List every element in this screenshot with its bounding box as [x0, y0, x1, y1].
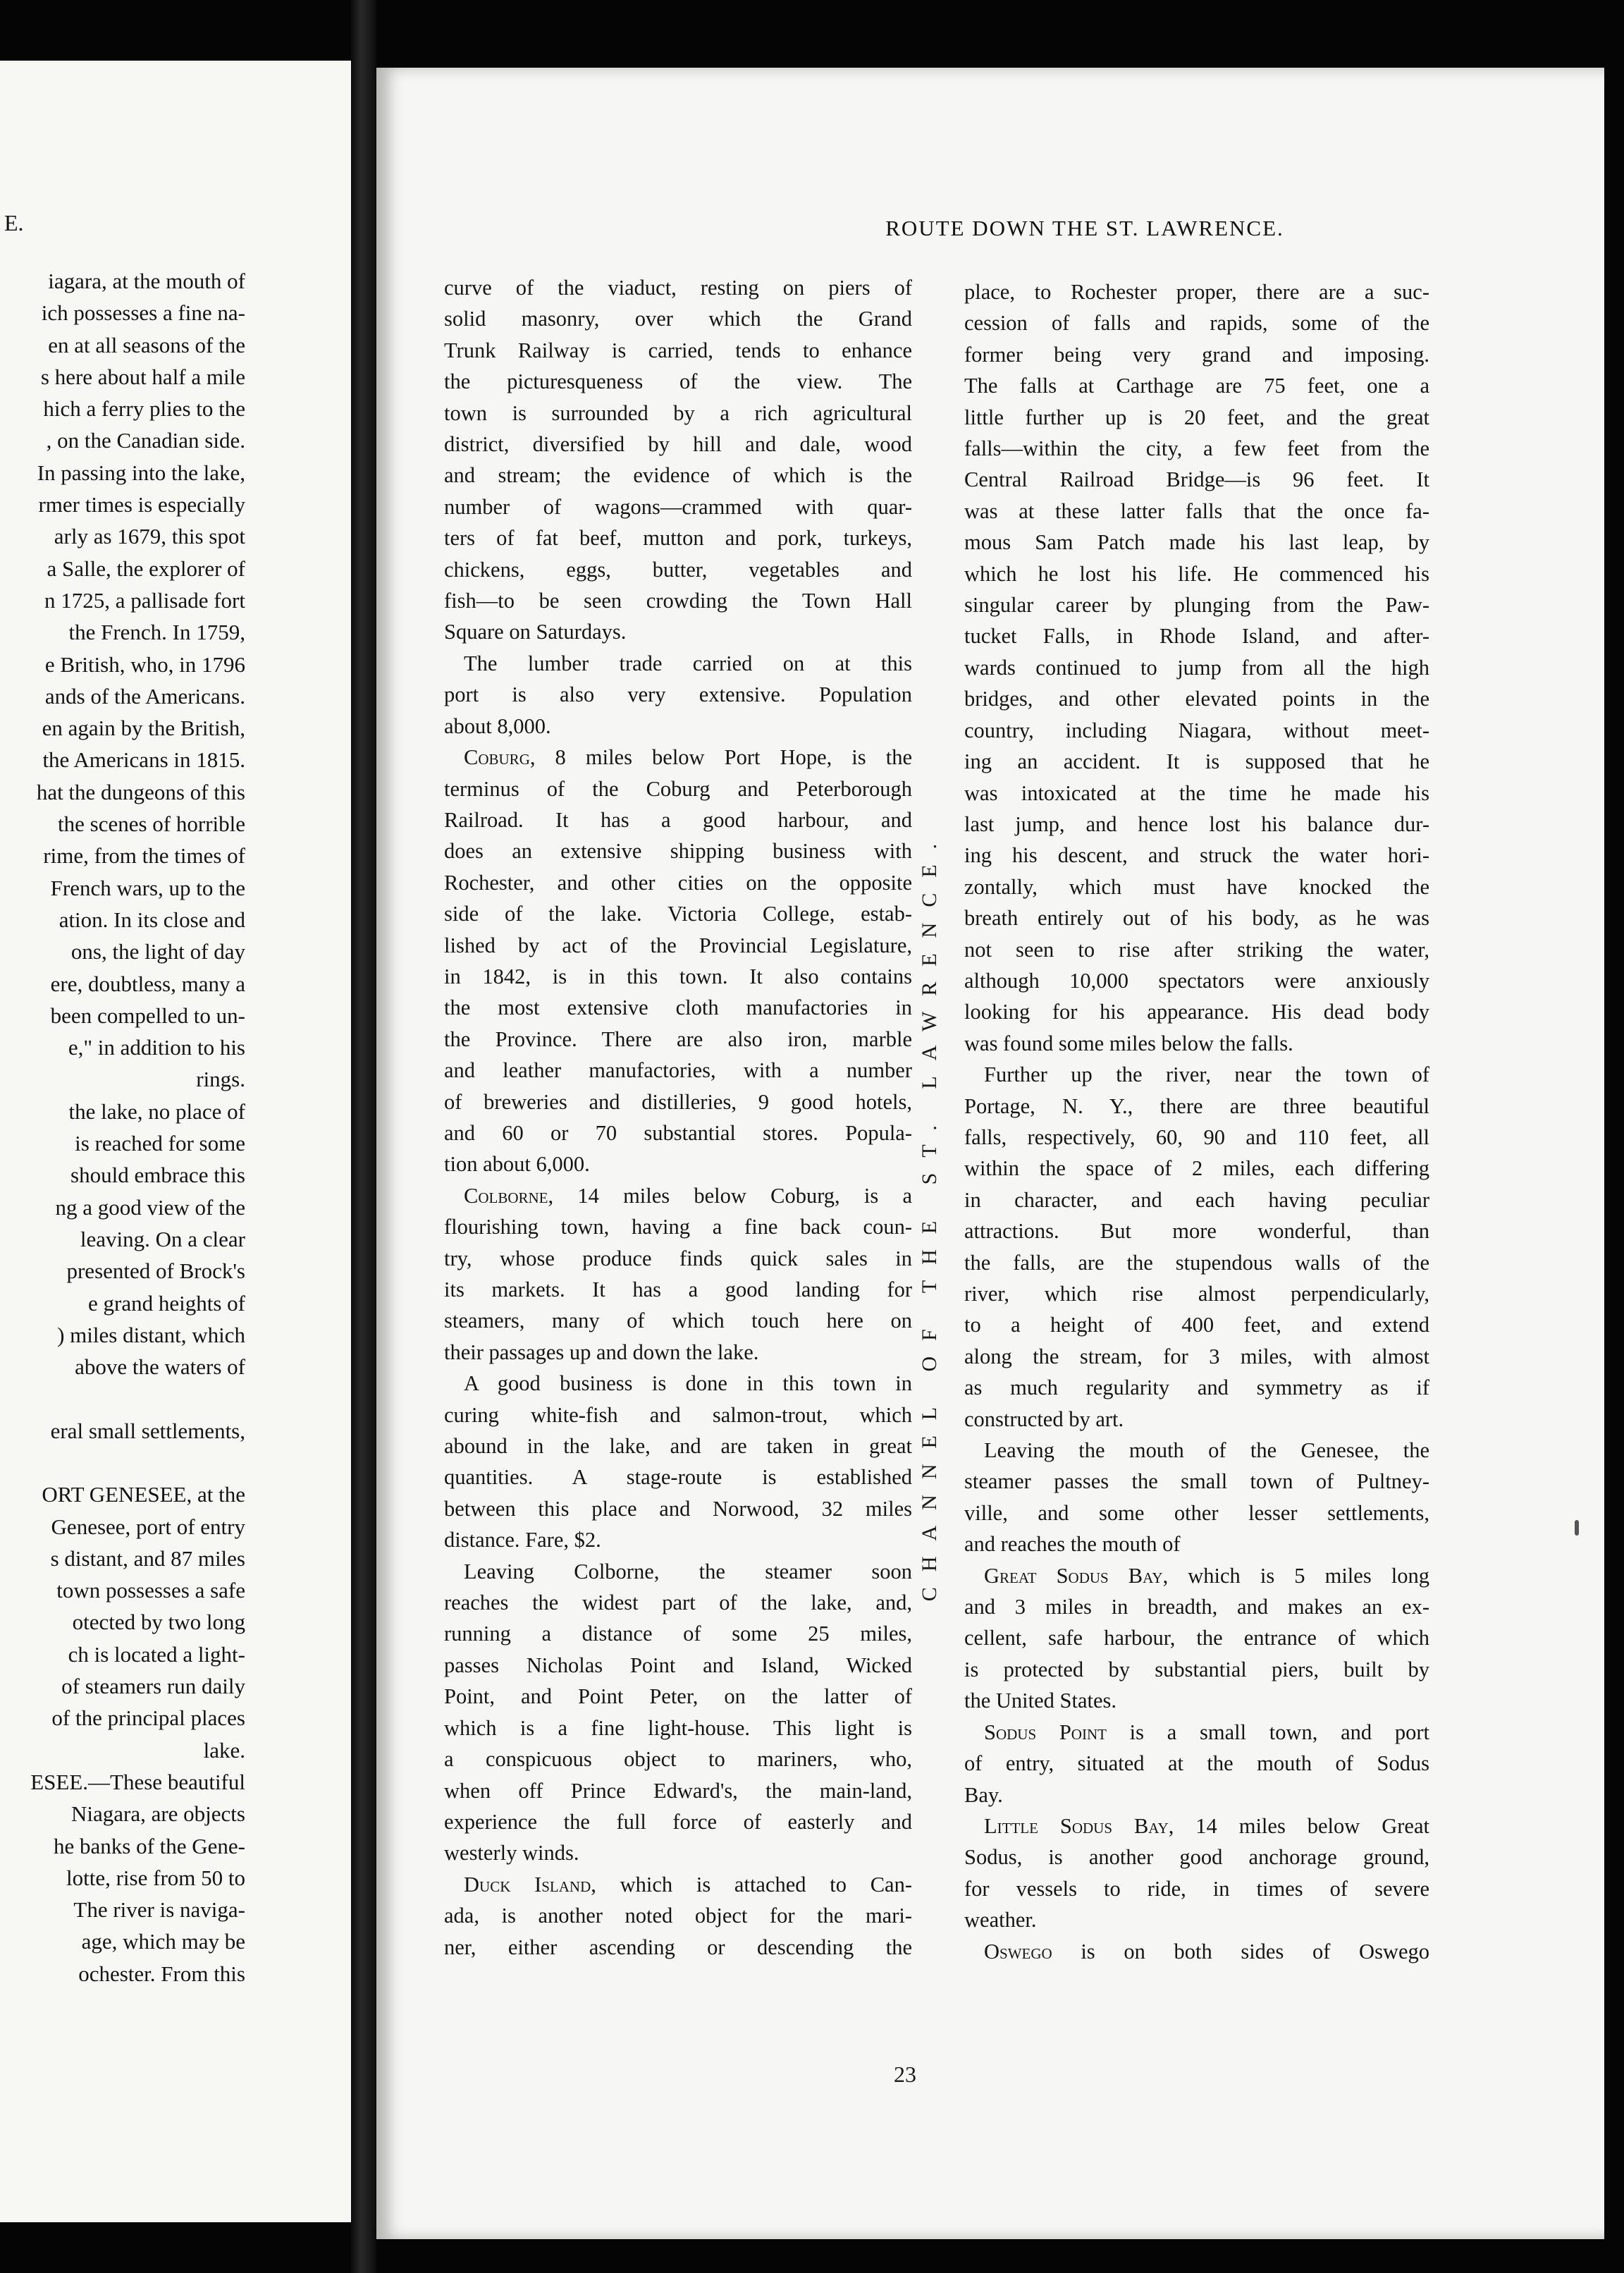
- text-line: ch is located a light-: [68, 1641, 245, 1667]
- text-line: distance. Fare, $2.: [444, 1528, 601, 1552]
- text-line: a conspicuous object to mariners, who,: [444, 1747, 912, 1772]
- running-head: ROUTE DOWN THE ST. LAWRENCE.: [885, 216, 1284, 240]
- text-line: within the space of 2 miles, each differing: [964, 1156, 1429, 1181]
- text-line: Leaving the mouth of the Genesee, the: [984, 1438, 1429, 1463]
- text-line: hich a ferry plies to the: [43, 396, 245, 422]
- text-line: try, whose produce finds quick sales in: [444, 1246, 912, 1270]
- text-line: and leather manufactories, with a number: [444, 1058, 912, 1083]
- text-line: lotte, rise from 50 to: [66, 1865, 245, 1890]
- text-line: abound in the lake, and are taken in great: [444, 1434, 912, 1459]
- text-line: running a distance of some 25 miles,: [444, 1622, 912, 1646]
- text-line: e British, who, in 1796: [44, 651, 245, 677]
- text-line: Niagara, are objects: [70, 1801, 245, 1827]
- text-line: hat the dungeons of this: [36, 779, 245, 804]
- text-column-left: [444, 272, 912, 1963]
- text-line: above the waters of: [75, 1354, 245, 1380]
- text-line: eral small settlements,: [50, 1418, 245, 1443]
- text-line: falls—within the city, a few feet from the: [964, 436, 1429, 461]
- text-line: river, which rise almost perpendicularly,: [964, 1282, 1429, 1306]
- text-line: a Salle, the explorer of: [47, 556, 245, 581]
- text-line: as much regularity and symmetry as if: [964, 1376, 1429, 1400]
- page-number: 23: [894, 2061, 916, 2087]
- text-line: curve of the viaduct, resting on piers of: [444, 276, 912, 300]
- text-line: ons, the light of day: [70, 939, 245, 964]
- text-line: little further up is 20 feet, and the great: [964, 405, 1429, 429]
- text-line: weather.: [964, 1908, 1037, 1932]
- text-line: arly as 1679, this spot: [54, 524, 245, 549]
- text-line: in character, and each having peculiar: [964, 1187, 1429, 1212]
- text-line: attractions. But more wonderful, than: [964, 1219, 1429, 1244]
- text-line: ere, doubtless, many a: [50, 971, 245, 996]
- text-line: Great Sodus Bay, which is 5 miles long: [984, 1563, 1429, 1588]
- text-line: ner, either ascending or descending the: [444, 1935, 912, 1959]
- text-line: ation. In its close and: [59, 907, 245, 932]
- text-line: ands of the Americans.: [44, 683, 245, 709]
- text-line: wards continued to jump from all the high: [964, 655, 1429, 680]
- text-line: presented of Brock's: [66, 1258, 245, 1284]
- text-line: the Americans in 1815.: [42, 747, 245, 773]
- text-line: and stream; the evidence of which is the: [444, 463, 912, 488]
- text-line: zontally, which must have knocked the: [964, 874, 1429, 899]
- text-line: side of the lake. Victoria College, estab-: [444, 902, 912, 926]
- text-line: Genesee, port of entry: [51, 1514, 245, 1539]
- text-line: town is surrounded by a rich agricultural: [444, 400, 912, 425]
- left-page-text: [30, 265, 245, 1990]
- text-line: terminus of the Coburg and Peterborough: [444, 776, 912, 801]
- text-line: en at all seasons of the: [48, 332, 245, 357]
- text-line: their passages up and down the lake.: [444, 1340, 759, 1364]
- text-line: s distant, and 87 miles: [50, 1545, 245, 1571]
- text-line: Little Sodus Bay, 14 miles below Great: [984, 1813, 1429, 1838]
- text-line: Further up the river, near the town of: [984, 1062, 1429, 1087]
- text-line: iagara, at the mouth of: [48, 269, 245, 293]
- book-spine-shadow: [351, 0, 376, 2273]
- text-line: looking for his appearance. His dead body: [964, 1000, 1429, 1024]
- text-line: was intoxicated at the time he made his: [964, 780, 1429, 805]
- text-line: town possesses a safe: [56, 1578, 245, 1603]
- text-line: Rochester, and other cities on the opposite: [444, 870, 912, 895]
- text-line: Colborne, 14 miles below Coburg, is a: [464, 1183, 912, 1208]
- text-line: and 3 miles in breadth, and makes an ex-: [964, 1595, 1429, 1619]
- text-line: between this place and Norwood, 32 miles: [444, 1496, 912, 1521]
- text-line: about 8,000.: [444, 713, 551, 738]
- text-line: Railroad. It has a good harbour, and: [444, 807, 912, 832]
- text-line: which is a fine light-house. This light is: [444, 1715, 912, 1740]
- text-line: place, to Rochester proper, there are a suc-: [964, 280, 1429, 304]
- text-line: reaches the widest part of the lake, and,: [444, 1591, 912, 1615]
- text-line: Sodus Point is a small town, and port: [984, 1720, 1429, 1744]
- place-name: Oswego: [984, 1939, 1052, 1963]
- text-line: its markets. It has a good landing for: [444, 1278, 912, 1301]
- text-line: country, including Niagara, without meet-: [964, 718, 1429, 742]
- text-line: last jump, and hence lost his balance dur-: [964, 811, 1429, 836]
- text-line: Point, and Point Peter, on the latter of: [444, 1684, 912, 1709]
- text-line: and 60 or 70 substantial stores. Popula-: [444, 1120, 912, 1145]
- text-line: is reached for some: [75, 1131, 245, 1156]
- text-line: of breweries and distilleries, 9 good hotels,: [444, 1089, 912, 1114]
- place-name: Coburg: [464, 745, 530, 770]
- text-line: mous Sam Patch made his last leap, by: [964, 530, 1429, 555]
- text-line: rings.: [196, 1067, 245, 1092]
- text-line: solid masonry, over which the Grand: [444, 307, 912, 331]
- text-line: bridges, and other elevated points in the: [964, 687, 1429, 711]
- place-name: Great Sodus Bay: [984, 1563, 1163, 1588]
- text-line: Square on Saturdays.: [444, 620, 627, 644]
- text-line: en again by the British,: [42, 716, 245, 741]
- text-line: rime, from the times of: [43, 843, 245, 869]
- text-line: tion about 6,000.: [444, 1152, 590, 1177]
- text-line: ing his descent, and struck the water hori-: [964, 843, 1429, 868]
- text-line: number of wagons—crammed with quar-: [444, 494, 912, 519]
- text-line: been compelled to un-: [50, 1003, 245, 1028]
- text-line: of steamers run daily: [61, 1674, 245, 1699]
- text-column-right: [964, 276, 1429, 1967]
- text-line: quantities. A stage-route is established: [444, 1465, 912, 1490]
- text-line: tucket Falls, in Rhode Island, and after-: [964, 624, 1429, 649]
- text-line: when off Prince Edward's, the main-land,: [444, 1778, 912, 1803]
- text-line: Leaving Colborne, the steamer soon: [464, 1559, 912, 1583]
- text-line: passes Nicholas Point and Island, Wicked: [444, 1653, 912, 1677]
- text-line: otected by two long: [72, 1610, 245, 1635]
- text-line: ESEE.—These beautiful: [30, 1769, 245, 1794]
- text-line: cession of falls and rapids, some of the: [964, 311, 1429, 336]
- text-line: of the principal places: [51, 1705, 245, 1731]
- text-line: French wars, up to the: [50, 875, 245, 900]
- place-name: Little Sodus Bay: [984, 1813, 1169, 1838]
- text-line: along the stream, for 3 miles, with almost: [964, 1344, 1429, 1368]
- text-line: should embrace this: [70, 1163, 245, 1188]
- text-line: falls, respectively, 60, 90 and 110 feet, all: [964, 1125, 1429, 1149]
- text-line: is protected by substantial piers, built by: [964, 1657, 1429, 1681]
- text-line: In passing into the lake,: [37, 460, 245, 485]
- text-line: rmer times is especially: [38, 492, 245, 517]
- text-line: chickens, eggs, butter, vegetables and: [444, 557, 912, 582]
- left-page-fragment: [0, 61, 351, 2222]
- text-line: Bay.: [964, 1782, 1003, 1807]
- text-line: The river is naviga-: [73, 1897, 245, 1923]
- text-line: the scenes of horrible: [58, 811, 245, 837]
- text-line: age, which may be: [81, 1929, 245, 1954]
- text-line: [30, 1383, 245, 1414]
- text-line: e," in addition to his: [68, 1035, 245, 1060]
- text-line: to a height of 400 feet, and extend: [964, 1313, 1429, 1337]
- text-line: breath entirely out of his body, as he was: [964, 906, 1429, 931]
- text-line: Portage, N. Y., there are three beautiful: [964, 1093, 1429, 1118]
- text-line: ing an accident. It is supposed that he: [964, 749, 1429, 774]
- text-line: steamer passes the small town of Pultney-: [964, 1469, 1429, 1494]
- text-line: [30, 1447, 245, 1478]
- text-line: which he lost his life. He commenced his: [964, 561, 1429, 586]
- text-line: for vessels to ride, in times of severe: [964, 1876, 1429, 1901]
- text-line: was found some miles below the falls.: [964, 1031, 1293, 1055]
- text-line: was at these latter falls that the once fa-: [964, 498, 1429, 523]
- text-line: the French. In 1759,: [68, 620, 245, 645]
- text-line: experience the full force of easterly and: [444, 1809, 912, 1834]
- text-line: does an extensive shipping business with: [444, 839, 912, 864]
- text-line: the most extensive cloth manufactories in: [444, 995, 912, 1020]
- text-line: ville, and some other lesser settlements,: [964, 1500, 1429, 1525]
- place-name: Colborne: [464, 1183, 548, 1208]
- right-page: [376, 68, 1604, 2239]
- text-line: westerly winds.: [444, 1841, 579, 1865]
- text-line: curing white-fish and salmon-trout, which: [444, 1402, 912, 1427]
- text-line: , on the Canadian side.: [46, 428, 245, 453]
- text-line: cellent, safe harbour, the entrance of which: [964, 1626, 1429, 1650]
- text-line: the lake, no place of: [68, 1098, 245, 1124]
- text-line: former being very grand and imposing.: [964, 342, 1429, 367]
- text-line: the picturesqueness of the view. The: [444, 369, 912, 394]
- text-line: in 1842, is in this town. It also contains: [444, 964, 912, 988]
- text-line: the Province. There are also iron, marble: [444, 1027, 912, 1051]
- text-line: lake.: [203, 1737, 245, 1763]
- vertical-title-text: CHANNEL OF THE ST. LAWRENCE.: [918, 828, 941, 1602]
- text-line: ters of fat beef, mutton and pork, turkeys,: [444, 526, 912, 551]
- text-line: Duck Island, which is attached to Can-: [464, 1872, 912, 1897]
- text-line: e grand heights of: [88, 1290, 245, 1316]
- text-line: Oswego is on both sides of Oswego: [984, 1939, 1429, 1963]
- text-line: steamers, many of which touch here on: [444, 1309, 912, 1333]
- text-line: ich possesses a fine na-: [41, 300, 245, 326]
- left-running-head-fragment: E.: [4, 210, 24, 235]
- text-line: Coburg, 8 miles below Port Hope, is the: [464, 745, 912, 770]
- text-line: The lumber trade carried on at this: [464, 651, 912, 675]
- text-line: fish—to be seen crowding the Town Hall: [444, 589, 912, 613]
- text-line: Trunk Railway is carried, tends to enhance: [444, 338, 912, 362]
- text-line: ada, is another noted object for the mari-: [444, 1904, 912, 1928]
- text-line: although 10,000 spectators were anxiously: [964, 968, 1429, 993]
- text-line: constructed by art.: [964, 1407, 1124, 1431]
- text-line: lished by act of the Provincial Legislature,: [444, 933, 912, 957]
- place-name: Sodus Point: [984, 1720, 1107, 1744]
- text-line: ng a good view of the: [55, 1194, 245, 1220]
- text-line: the falls, are the stupendous walls of the: [964, 1250, 1429, 1275]
- text-line: ORT GENESEE, at the: [42, 1482, 245, 1507]
- text-line: the United States.: [964, 1689, 1117, 1713]
- vertical-margin-title: [919, 526, 959, 1901]
- place-name: Duck Island: [464, 1872, 591, 1897]
- text-line: he banks of the Gene-: [53, 1833, 245, 1858]
- margin-speck: [1575, 1520, 1579, 1536]
- text-line: The falls at Carthage are 75 feet, one a: [964, 374, 1429, 398]
- text-line: district, diversified by hill and dale, wood: [444, 432, 912, 457]
- text-line: ) miles distant, which: [57, 1322, 245, 1347]
- text-line: leaving. On a clear: [80, 1226, 245, 1251]
- text-line: n 1725, a pallisade fort: [44, 587, 245, 613]
- text-line: ochester. From this: [78, 1961, 245, 1986]
- text-line: s here about half a mile: [40, 364, 245, 389]
- text-line: Sodus, is another good anchorage ground,: [964, 1845, 1429, 1870]
- text-line: of entry, situated at the mouth of Sodus: [964, 1751, 1429, 1776]
- text-line: singular career by plunging from the Paw-: [964, 593, 1429, 618]
- text-line: A good business is done in this town in: [464, 1371, 912, 1396]
- text-line: not seen to rise after striking the water,: [964, 937, 1429, 962]
- text-line: and reaches the mouth of: [964, 1532, 1181, 1557]
- text-line: flourishing town, having a fine back coun-: [444, 1215, 912, 1239]
- text-line: port is also very extensive. Population: [444, 682, 912, 707]
- text-line: Central Railroad Bridge—is 96 feet. It: [964, 467, 1429, 492]
